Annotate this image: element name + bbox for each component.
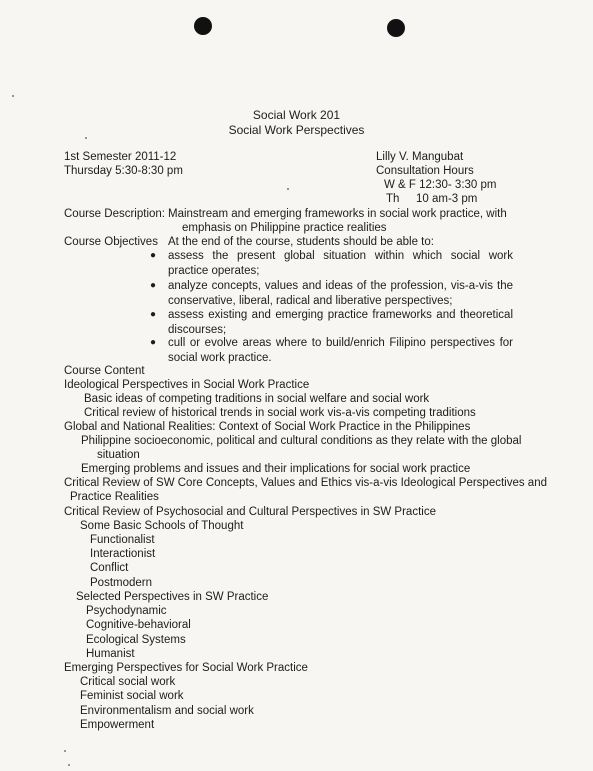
content-line: Practice Realities bbox=[70, 491, 159, 503]
content-line: Cognitive-behavioral bbox=[86, 619, 191, 631]
content-line: Ecological Systems bbox=[86, 634, 186, 646]
bullet-icon: ● bbox=[150, 337, 157, 348]
objective-item: assess existing and emerging practice frameworks and theoretical discourses; bbox=[168, 309, 513, 336]
bullet-icon: ● bbox=[150, 250, 157, 261]
content-line: Critical review of historical trends in social work vis-a-vis competing traditions bbox=[84, 407, 476, 419]
schedule: Thursday 5:30-8:30 pm bbox=[64, 165, 183, 177]
objective-item: assess the present global situation within which social work practice operates; bbox=[168, 250, 513, 277]
content-line: Empowerment bbox=[80, 719, 155, 731]
bullet-icon: ● bbox=[150, 309, 157, 320]
content-line: Selected Perspectives in SW Practice bbox=[76, 591, 269, 603]
content-line: Environmentalism and social work bbox=[80, 705, 254, 717]
content-line: Global and National Realities: Context of Social Work Practice in the Philippines bbox=[64, 421, 471, 433]
content-line: Psychodynamic bbox=[86, 605, 167, 617]
punch-hole-left bbox=[194, 17, 212, 35]
consultation-th-time: 10 am-3 pm bbox=[416, 193, 478, 205]
punch-hole-right bbox=[387, 19, 405, 37]
content-heading: Course Content bbox=[64, 365, 145, 377]
description-line-2: emphasis on Philippine practice realities bbox=[182, 222, 387, 234]
content-line: Humanist bbox=[86, 648, 135, 660]
objectives-intro: At the end of the course, students should be able to: bbox=[168, 236, 434, 248]
content-line: Critical Review of Psychosocial and Cultural Perspectives in SW Practice bbox=[64, 506, 436, 518]
scan-speck bbox=[287, 188, 289, 190]
scan-speck bbox=[85, 137, 87, 139]
content-line: Basic ideas of competing traditions in social welfare and social work bbox=[84, 393, 430, 405]
content-line: Functionalist bbox=[90, 534, 155, 546]
content-line: Interactionist bbox=[90, 548, 156, 560]
content-line: Critical social work bbox=[80, 676, 176, 688]
course-title: Social Work 201 bbox=[252, 108, 341, 122]
semester: 1st Semester 2011-12 bbox=[64, 151, 177, 163]
consultation-label: Consultation Hours bbox=[376, 165, 474, 177]
content-line: Feminist social work bbox=[80, 690, 184, 702]
course-subtitle: Social Work Perspectives bbox=[228, 123, 365, 137]
scan-speck bbox=[68, 764, 70, 766]
consultation-wf: W & F 12:30- 3:30 pm bbox=[384, 179, 497, 191]
content-line: Ideological Perspectives in Social Work Practice bbox=[64, 379, 310, 391]
objective-item: analyze concepts, values and ideas of the profession, vis-a-vis the conservative, liberal, radical and liberative perspectives; bbox=[168, 280, 513, 307]
content-line: Emerging problems and issues and their implications for social work practice bbox=[81, 463, 471, 475]
content-line: Philippine socioeconomic, political and cultural conditions as they relate with the global bbox=[81, 435, 522, 447]
description-line-1: Mainstream and emerging frameworks in social work practice, with bbox=[168, 208, 507, 220]
bullet-icon: ● bbox=[150, 280, 157, 291]
content-line: Critical Review of SW Core Concepts, Values and Ethics vis-a-vis Ideological Perspectives and bbox=[64, 477, 547, 489]
objective-item: cull or evolve areas where to build/enrich Filipino perspectives for social work practice. bbox=[168, 337, 513, 364]
content-line: Conflict bbox=[90, 562, 129, 574]
scan-speck bbox=[12, 95, 14, 97]
content-line: Emerging Perspectives for Social Work Practice bbox=[64, 662, 308, 674]
content-line: Some Basic Schools of Thought bbox=[80, 520, 244, 532]
content-line: situation bbox=[97, 449, 140, 461]
content-line: Postmodern bbox=[90, 577, 153, 589]
description-label: Course Description: bbox=[64, 208, 165, 220]
objectives-label: Course Objectives bbox=[64, 236, 158, 248]
instructor-name: Lilly V. Mangubat bbox=[376, 151, 464, 163]
scan-speck bbox=[64, 750, 66, 752]
consultation-th-day: Th bbox=[386, 193, 400, 205]
